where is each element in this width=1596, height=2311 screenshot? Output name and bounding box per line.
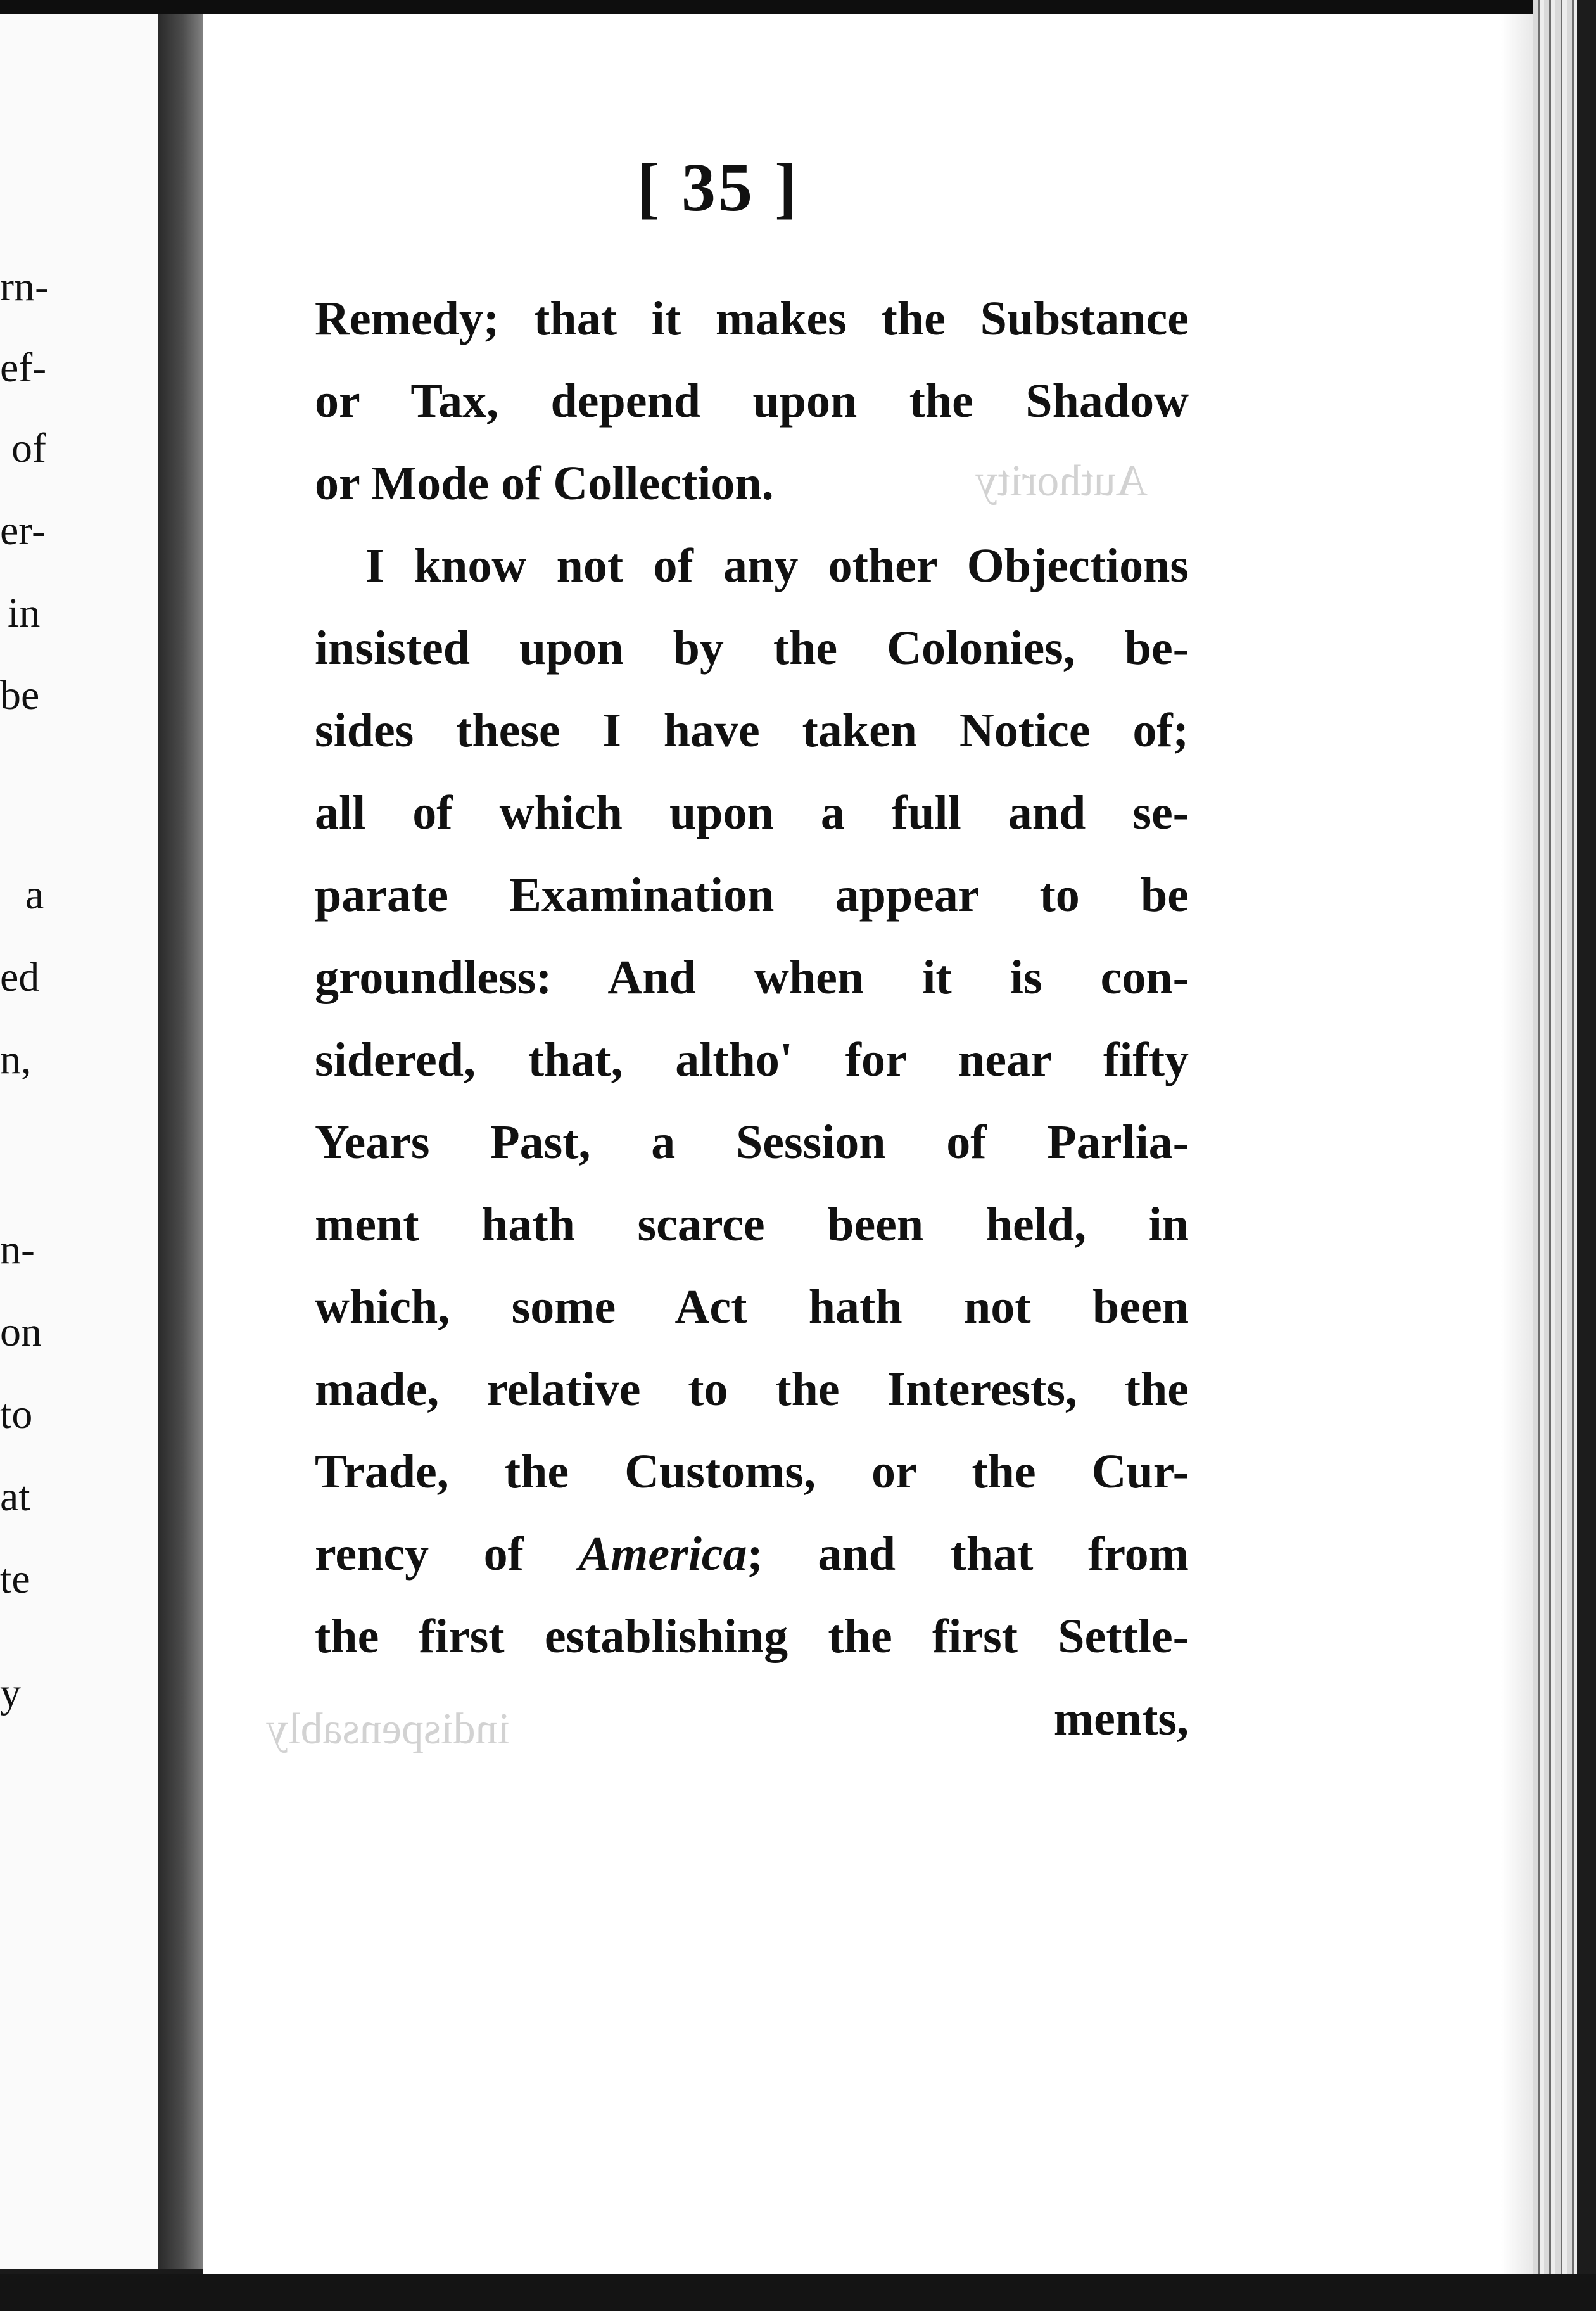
- fragment: of: [11, 425, 46, 471]
- bleed-through: indispensably: [266, 1705, 510, 1754]
- fragment: at: [0, 1474, 30, 1520]
- fragment: er-: [0, 507, 46, 554]
- text-line: ment hath scarce been held, in: [315, 1198, 1189, 1251]
- fragment: on: [0, 1309, 42, 1355]
- text-line: or Mode of Collection.: [315, 457, 774, 510]
- fragment: to: [0, 1391, 33, 1437]
- text-line: which, some Act hath not been: [315, 1280, 1189, 1334]
- text-line: all of which upon a full and se-: [315, 786, 1189, 839]
- text-segment: rency of: [315, 1527, 524, 1581]
- text-line: insisted upon by the Colonies, be-: [315, 621, 1189, 675]
- catchword: ments,: [1053, 1692, 1189, 1745]
- text-line: parate Examination appear to be: [315, 869, 1189, 922]
- text-line: Trade, the Customs, or the Cur-: [315, 1445, 1189, 1498]
- fragment: a: [25, 872, 44, 918]
- body-text: [315, 277, 1189, 1760]
- text-line: the first establishing the first Settle-: [315, 1610, 1189, 1663]
- bottom-border: [0, 2274, 1596, 2311]
- bleed-through: Authority: [975, 457, 1148, 506]
- text-line: I know not of any other Objections: [365, 539, 1189, 592]
- right-border: [1577, 0, 1596, 2311]
- italic-word: America: [578, 1527, 747, 1581]
- text-line: groundless: And when it is con-: [315, 951, 1189, 1004]
- fragment: n,: [0, 1036, 32, 1083]
- text-line: Years Past, a Session of Parlia-: [315, 1116, 1189, 1169]
- top-border: [0, 0, 1596, 14]
- text-line: Remedy; that it makes the Substance: [315, 292, 1189, 345]
- fragment: ed: [0, 954, 40, 1000]
- fragment: rn-: [0, 264, 49, 310]
- text-line: sides these I have taken Notice of;: [315, 704, 1189, 757]
- text-line: or Tax, depend upon the Shadow: [315, 374, 1189, 428]
- text-line: [315, 1513, 1189, 1595]
- fragment: be: [0, 672, 40, 718]
- text-line: sidered, that, altho' for near fifty: [315, 1033, 1189, 1086]
- fragment: ef-: [0, 345, 47, 391]
- fragment: te: [0, 1556, 30, 1602]
- fragment: y: [0, 1670, 21, 1716]
- page-number: [ 35 ]: [636, 150, 800, 226]
- fragment: n-: [0, 1226, 35, 1273]
- fragment: in: [8, 590, 41, 636]
- text-line: made, relative to the Interests, the: [315, 1363, 1189, 1416]
- text-segment: ; and that from: [747, 1527, 1189, 1581]
